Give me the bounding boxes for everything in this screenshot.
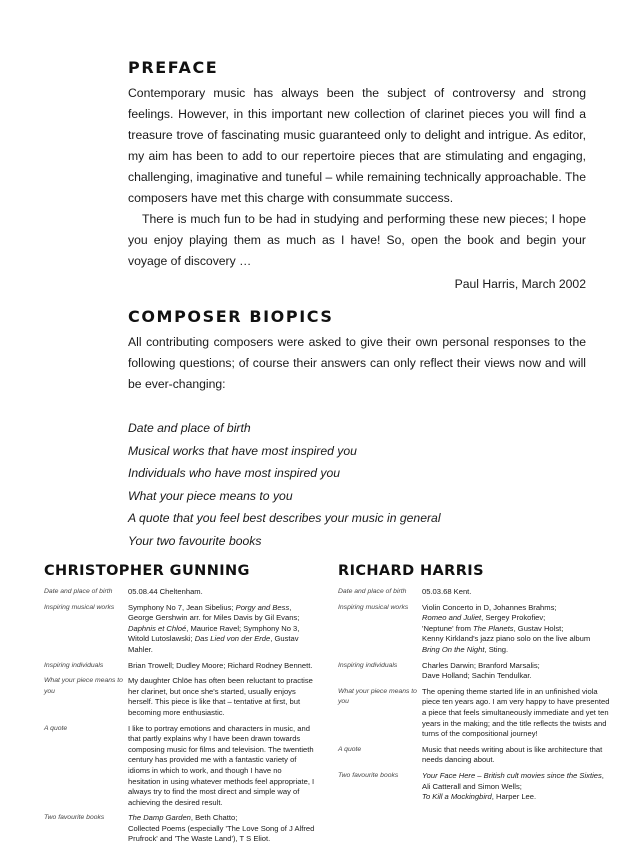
biopic-value: [422, 587, 610, 598]
text-segment: Charles Darwin; Branford Marsalis;: [422, 660, 540, 670]
biopic-row: [338, 661, 610, 682]
biopic-row: [44, 724, 316, 809]
title-text: Bring On the Night: [422, 644, 485, 654]
question-item: Date and place of birth: [128, 421, 251, 435]
biopic-label: Date and place of birth: [44, 588, 113, 595]
text-segment: Dave Holland; Sachin Tendulkar.: [422, 671, 532, 681]
text-segment: , Maurice Ravel; Symphony No 3, Witold Lutoslawski;: [128, 623, 300, 644]
value-line: [422, 603, 610, 614]
biopic-row: [338, 745, 610, 766]
text-segment: I like to portray emotions and characters in music, and that partly explains why I have been drawn towards composing music for films and television. The twentieth century has provided me with a fantastic variety of idioms in which to work, and though I have no hesitation in using whatever methods feel appropriate, I always try to find the most direct and simple way of achieving the desired result.: [128, 723, 315, 807]
biopic-label: Inspiring individuals: [338, 661, 398, 669]
value-line: [128, 813, 316, 824]
biopic-row: [338, 687, 610, 740]
preface-paragraph: There is much fun to be had in studying and performing these new pieces; I hope you enjoy playing them as much as I have! So, open the book and begin your voyage of discovery …: [128, 212, 586, 268]
biopic-value: [128, 813, 316, 845]
value-line: [128, 676, 316, 718]
biopic-label: Inspiring musical works: [44, 603, 115, 611]
title-text: Romeo and Juliet: [422, 613, 482, 623]
value-line: [128, 603, 316, 656]
biopic-value: [128, 661, 316, 672]
biopic-label: Inspiring musical works: [338, 603, 409, 611]
text-segment: , Gustav Mahler.: [128, 634, 299, 654]
value-line: [422, 745, 610, 766]
preface-heading: PREFACE: [128, 58, 219, 77]
value-line: [422, 613, 610, 624]
title-text: The Planets: [473, 623, 514, 633]
value-line: [128, 587, 316, 598]
composer-name: CHRISTOPHER GUNNING: [44, 563, 250, 579]
biopic-label: What your piece means to you: [44, 677, 123, 695]
title-text: Das Lied von der Erde: [194, 634, 271, 644]
title-text: To Kill a Mockingbird: [422, 792, 492, 802]
text-segment: , Gustav Holst;: [513, 623, 564, 633]
text-segment: , Beth Chatto;: [190, 813, 238, 823]
value-line: [128, 724, 316, 809]
title-text: Your Face Here – British cult movies since the Sixties: [422, 770, 602, 780]
biopic-label: Date and place of birth: [338, 588, 407, 595]
text-segment: Kenny Kirkland's jazz piano solo on the live album: [422, 634, 591, 644]
text-segment: 'Neptune' from: [422, 623, 474, 633]
title-text: Porgy and Bess: [235, 602, 290, 612]
biopic-row: [338, 603, 610, 656]
biopics-heading: COMPOSER BIOPICS: [128, 307, 334, 326]
question-item: Musical works that have most inspired you: [128, 443, 357, 458]
biopic-value: [128, 603, 316, 656]
text-segment: Collected Poems (especially 'The Love Song of J Alfred Prufrock' and 'The Waste Land'), T S Eliot.: [128, 823, 315, 844]
text-segment: Brian Trowell; Dudley Moore; Richard Rodney Bennett.: [128, 660, 313, 670]
question-item: Individuals who have most inspired you: [128, 466, 341, 480]
value-line: [422, 771, 610, 792]
biopic-label: Inspiring individuals: [44, 661, 104, 669]
value-line: [422, 687, 610, 740]
biopic-label: A quote: [338, 745, 362, 753]
value-line: [128, 824, 316, 845]
text-segment: Music that needs writing about is like architecture that needs dancing about.: [422, 744, 603, 765]
biopic-value: [128, 724, 316, 809]
composer-biopic: [44, 563, 316, 850]
question-list: [128, 417, 586, 552]
biopics-intro: All contributing composers were asked to give their own personal responses to the following questions; of course their answers can only reflect their views now and will be ever-changing:: [128, 335, 586, 391]
preface-paragraph: Contemporary music has always been the subject of controversy and strong feelings. However, in this important new collection of clarinet pieces you will find a treasure trove of fascinating music guaranteed only to delight and intrigue. As editor, my aim has been to add to our repertoire pieces that are stimulating and engaging, challenging, imaginative and tuneful – while remaining technically approachable. The composers have met this charge with consummate success.: [128, 86, 586, 205]
composer-biopic: [338, 563, 610, 808]
biopic-value: [422, 745, 610, 766]
text-segment: , Sergey Prokofiev;: [481, 613, 546, 623]
biopic-label: Two favourite books: [44, 814, 105, 822]
biopic-table: [338, 587, 610, 803]
biopic-value: [422, 603, 610, 656]
biopic-table: [44, 587, 316, 845]
text-segment: Symphony No 7, Jean Sibelius;: [128, 602, 236, 612]
text-segment: , Sting.: [484, 644, 509, 654]
title-text: Daphnis et Chloé: [128, 623, 187, 633]
question-item: Your two favourite books: [128, 533, 262, 548]
text-segment: , Ali Catterall and Simon Wells;: [422, 770, 604, 791]
value-line: [422, 587, 610, 598]
biopic-row: [44, 676, 316, 718]
text-segment: My daughter Chlöe has often been reluctant to practise her clarinet, but once she's started, usually enjoys herself. This piece is like that – tentative at first, but becoming more enthusiastic.: [128, 676, 313, 717]
text-segment: 05.08.44 Cheltenham.: [128, 587, 203, 596]
biopic-label: A quote: [44, 724, 68, 732]
value-line: [422, 792, 610, 803]
value-line: [128, 661, 316, 672]
title-text: The Damp Garden: [128, 813, 191, 823]
text-segment: Violin Concerto in D, Johannes Brahms;: [422, 602, 557, 612]
biopic-value: [422, 661, 610, 682]
text-segment: , Harper Lee.: [491, 792, 537, 802]
biopic-row: [44, 587, 316, 598]
biopic-value: [128, 676, 316, 718]
biopic-row: [338, 771, 610, 803]
value-line: [422, 624, 610, 635]
biopic-label: Two favourite books: [338, 771, 399, 779]
biopic-value: [422, 771, 610, 803]
biopic-value: [128, 587, 316, 598]
value-line: [422, 661, 610, 672]
composer-name: RICHARD HARRIS: [338, 563, 484, 579]
biopic-row: [44, 661, 316, 672]
preface-signature: Paul Harris, March 2002: [454, 277, 586, 291]
question-item: A quote that you feel best describes your music in general: [128, 511, 441, 525]
biopic-row: [44, 813, 316, 845]
text-segment: , George Gershwin arr. for Miles Davis by Gil Evans;: [128, 602, 300, 623]
biopic-row: [44, 603, 316, 656]
main-text: [128, 58, 586, 552]
question-item: What your piece means to you: [128, 488, 293, 503]
value-line: [422, 634, 610, 655]
biopic-row: [338, 587, 610, 598]
value-line: [422, 671, 610, 682]
text-segment: The opening theme started life in an unfinished viola piece ten years ago. I am very happy to have presented a piece that feels simultaneously immediate and yet ten years in the making; and the title reflects the twists and turns of the compositional journey!: [422, 686, 610, 739]
biopic-value: [422, 687, 610, 740]
text-segment: 05.03.68 Kent.: [422, 587, 472, 596]
biopic-label: What your piece means to you: [338, 687, 417, 706]
